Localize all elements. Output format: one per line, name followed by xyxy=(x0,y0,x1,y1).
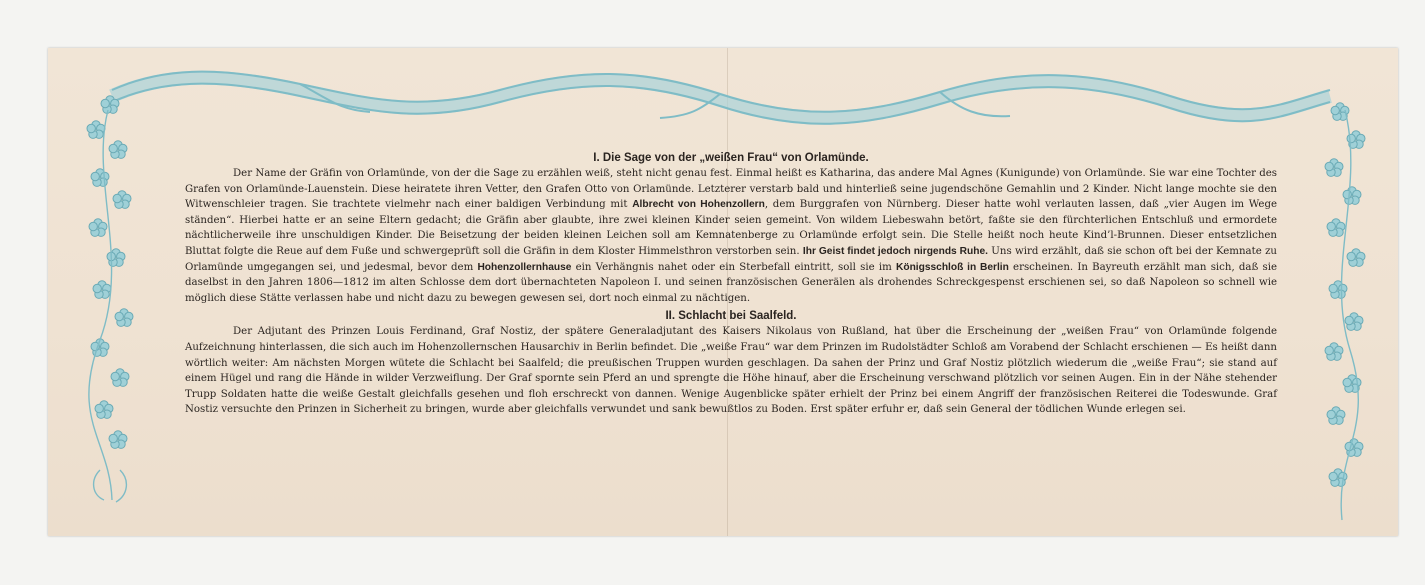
body-text: , dem Burggrafen von Nürnberg. Dieser hatte wohl verlauten lassen, daß „vier Augen im Wege ständen“. Hierbei hatte er an seine Eltern gedacht; die Gräfin aber glaubte, ihre zwei kleinen Kinder seien gemeint. Von wildem Liebeswahn betört, faßte sie den fürchterlichen Entschluß und ermordete nächtlicherweile ihre unschuldigen Kinder. Die Beisetzung der beiden kleinen Leichen soll am Kemnatenberge zu Orlamünde erfolgt sein. Die Stelle heißt noch heute Kind’l-Brunnen. Dieser entsetzlichen Bluttat folgte die Reue auf dem Fuße und schwergeprüft soll die Gräfin in dem Kloster Himmelsthron verstorben sein. xyxy=(185,199,1278,257)
floral-column-right xyxy=(1325,103,1365,487)
ribbon-top xyxy=(112,72,1330,124)
body-text: Uns wird erzählt, daß sie schon oft bei der Kemnate zu Orlamünde umgegangen sei, und jedesmal, bevor dem xyxy=(185,245,1277,273)
emphasis-text: Albrecht von Hohenzollern xyxy=(632,199,765,211)
section-orlamuende xyxy=(185,150,1277,306)
floral-column-left xyxy=(87,96,133,449)
body-text: Der Adjutant des Prinzen Louis Ferdinand, Graf Nostiz, der spätere Generaladjutant des Kaisers Nikolaus von Rußland, hat über die Erscheinung der „weißen Frau“ von Orlamünde folgende Aufzeichnung hinterlassen, die sich auch im Hohenzollernschen Hausarchiv in Berlin befindet. Die „weiße Frau“ war dem Prinzen im Rudolstädter Schloß am Vorabend der Schlacht erschienen — Es heißt dann wörtlich weiter: Am nächsten Morgen wütete die Schlacht bei Saalfeld; die preußischen Truppen wurden geschlagen. Da sahen der Prinz und Graf Nostiz plötzlich wiederum die „weiße Frau“; sie stand auf einem Hügel und rang die Hände in wilder Verzweiflung. Der Graf spornte sein Pferd an und sprengte die Höhe hinauf, aber die Erscheinung verschwand plötzlich vor seinen Augen. Ein in der Nähe stehender Trupp Soldaten hatte die weiße Gestalt gleichfalls gesehen und floh erschreckt von dannen. Wenige Augenblicke später erhielt der Prinz bei einem Angriff der französischen Reiterei die Todeswunde. Graf Nostiz versuchte den Prinzen in Sicherheit zu bringen, wurde aber gleichfalls verwundet und sank bewußtlos zu Boden. Erst später erfuhr er, daß sein General der tödlichen Wunde erlegen sei. xyxy=(185,326,1277,416)
section-2-body xyxy=(185,324,1277,418)
emphasis-text: Königsschloß in Berlin xyxy=(895,261,1009,273)
section-1-title: I. Die Sage von der „weißen Frau“ von Orlamünde. xyxy=(593,152,869,164)
section-1-body xyxy=(185,166,1277,306)
section-saalfeld xyxy=(185,308,1277,418)
body-text: ein Verhängnis nahet oder ein Sterbefall eintritt, soll sie im xyxy=(571,261,896,273)
body-text: Der Name der Gräfin von Orlamünde, von der die Sage zu erzählen weiß, steht nicht genau fest. Einmal heißt es Katharina, das andere Mal Agnes (Kunigunde) von Orlamünde. Sie war eine Tochter des Grafen von Orlamünde-Lauenstein. Diese heiratete ihren Vetter, den Grafen Otto von Orlamünde. Letzterer verstarb bald und hinterließ seine jugendschöne Gemahlin und 2 Kinder. Nicht lange mochte sie den Witwenschleier tragen. Sie trachtete vielmehr nach einer baldigen Verbindung mit xyxy=(185,168,1277,211)
document-text-area xyxy=(185,150,1277,418)
body-text: erscheinen. In Bayreuth erzählt man sich, daß sie daselbst in den Jahren 1806—1812 im alten Schlosse dem dort übernachteten Napoleon I. und seinen französischen Generälen als drohendes Schreckgespenst erschienen sei, so daß Napoleon so schnell wie möglich diese Stätte verlassen habe und nicht dazu zu bewegen gewesen sei, dort noch einmal zu nächtigen. xyxy=(185,261,1278,304)
emphasis-text: Hohenzollernhause xyxy=(477,261,572,273)
emphasis-text: Ihr Geist findet jedoch nirgends Ruhe. xyxy=(802,245,988,257)
section-2-title: II. Schlacht bei Saalfeld. xyxy=(665,310,797,323)
